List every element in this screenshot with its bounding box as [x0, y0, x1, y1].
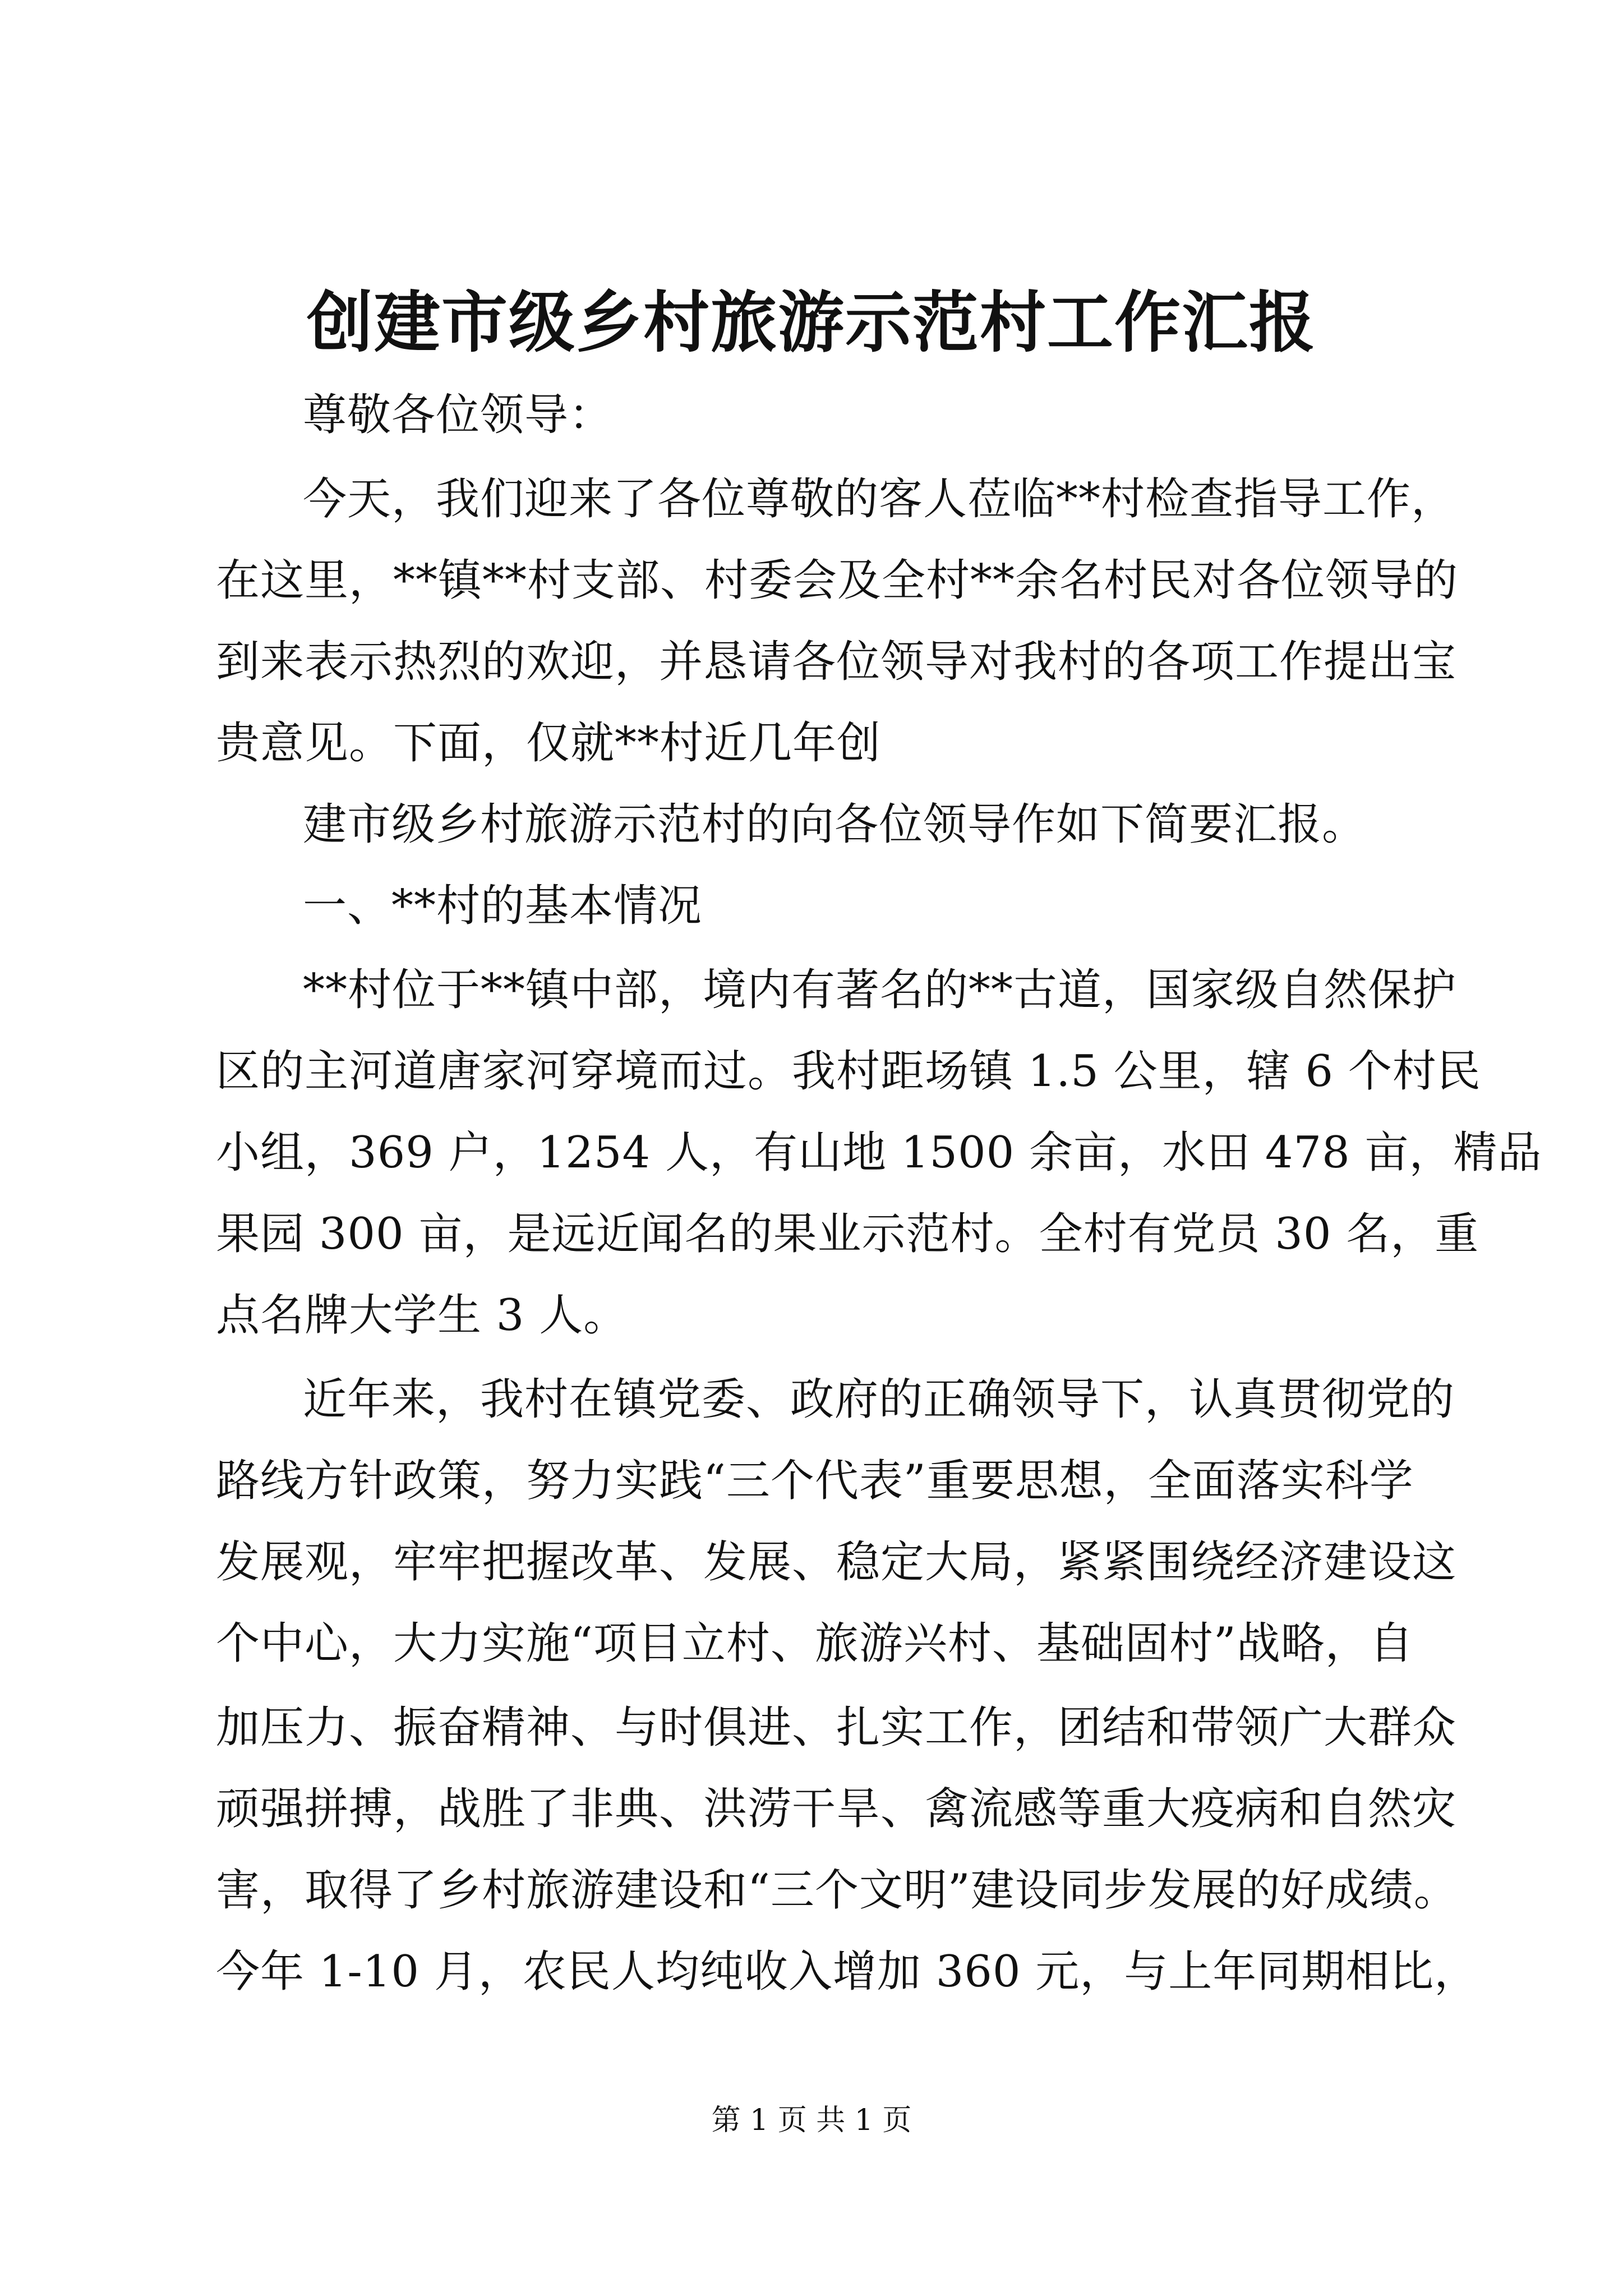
body-line: 今年 1-10 月，农民人均纯收入增加 360 元，与上年同期相比， — [216, 1947, 1479, 1997]
body-line: 害，取得了乡村旅游建设和“三个文明”建设同步发展的好成绩。 — [216, 1865, 1458, 1916]
body-line: 发展观，牢牢把握改革、发展、稳定大局，紧紧围绕经济建设这 — [216, 1537, 1457, 1588]
body-line: 近年来，我村在镇党委、政府的正确领导下，认真贯彻党的 — [303, 1374, 1455, 1425]
body-line: 果园 300 亩，是远近闻名的果业示范村。全村有党员 30 名，重 — [216, 1209, 1479, 1259]
salutation-line: 尊敬各位领导： — [303, 390, 614, 440]
body-line: 到来表示热烈的欢迎，并恳请各位领导对我村的各项工作提出宝 — [216, 637, 1457, 687]
body-line: 个中心，大力实施“项目立村、旅游兴村、基础固村”战略，自 — [216, 1618, 1414, 1669]
body-line: **村位于**镇中部，境内有著名的**古道，国家级自然保护 — [303, 965, 1457, 1015]
body-line: 顽强拼搏，战胜了非典、洪涝干旱、禽流感等重大疫病和自然灾 — [216, 1784, 1457, 1834]
body-line: 点名牌大学生 3 人。 — [216, 1290, 628, 1341]
document-title: 创建市级乡村旅游示范村工作汇报 — [306, 283, 1316, 361]
body-line: 加压力、振奋精神、与时俱进、扎实工作，团结和带领广大群众 — [216, 1703, 1457, 1753]
body-line: 建市级乡村旅游示范村的向各位领导作如下简要汇报。 — [303, 799, 1367, 850]
body-line: 区的主河道唐家河穿境而过。我村距场镇 1.5 公里，辖 6 个村民 — [216, 1046, 1481, 1097]
body-line: 小组，369 户，1254 人，有山地 1500 余亩，水田 478 亩，精品 — [216, 1128, 1542, 1178]
section-heading: 一、**村的基本情况 — [303, 881, 703, 931]
body-line: 路线方针政策，努力实践“三个代表”重要思想，全面落实科学 — [216, 1456, 1414, 1506]
body-line: 今天，我们迎来了各位尊敬的客人莅临**村检查指导工作， — [303, 474, 1456, 524]
page-number-footer: 第 1 页 共 1 页 — [711, 2104, 912, 2137]
body-line: 在这里，**镇**村支部、村委会及全村**余名村民对各位领导的 — [216, 555, 1459, 606]
body-line: 贵意见。下面，仅就**村近几年创 — [216, 718, 882, 769]
